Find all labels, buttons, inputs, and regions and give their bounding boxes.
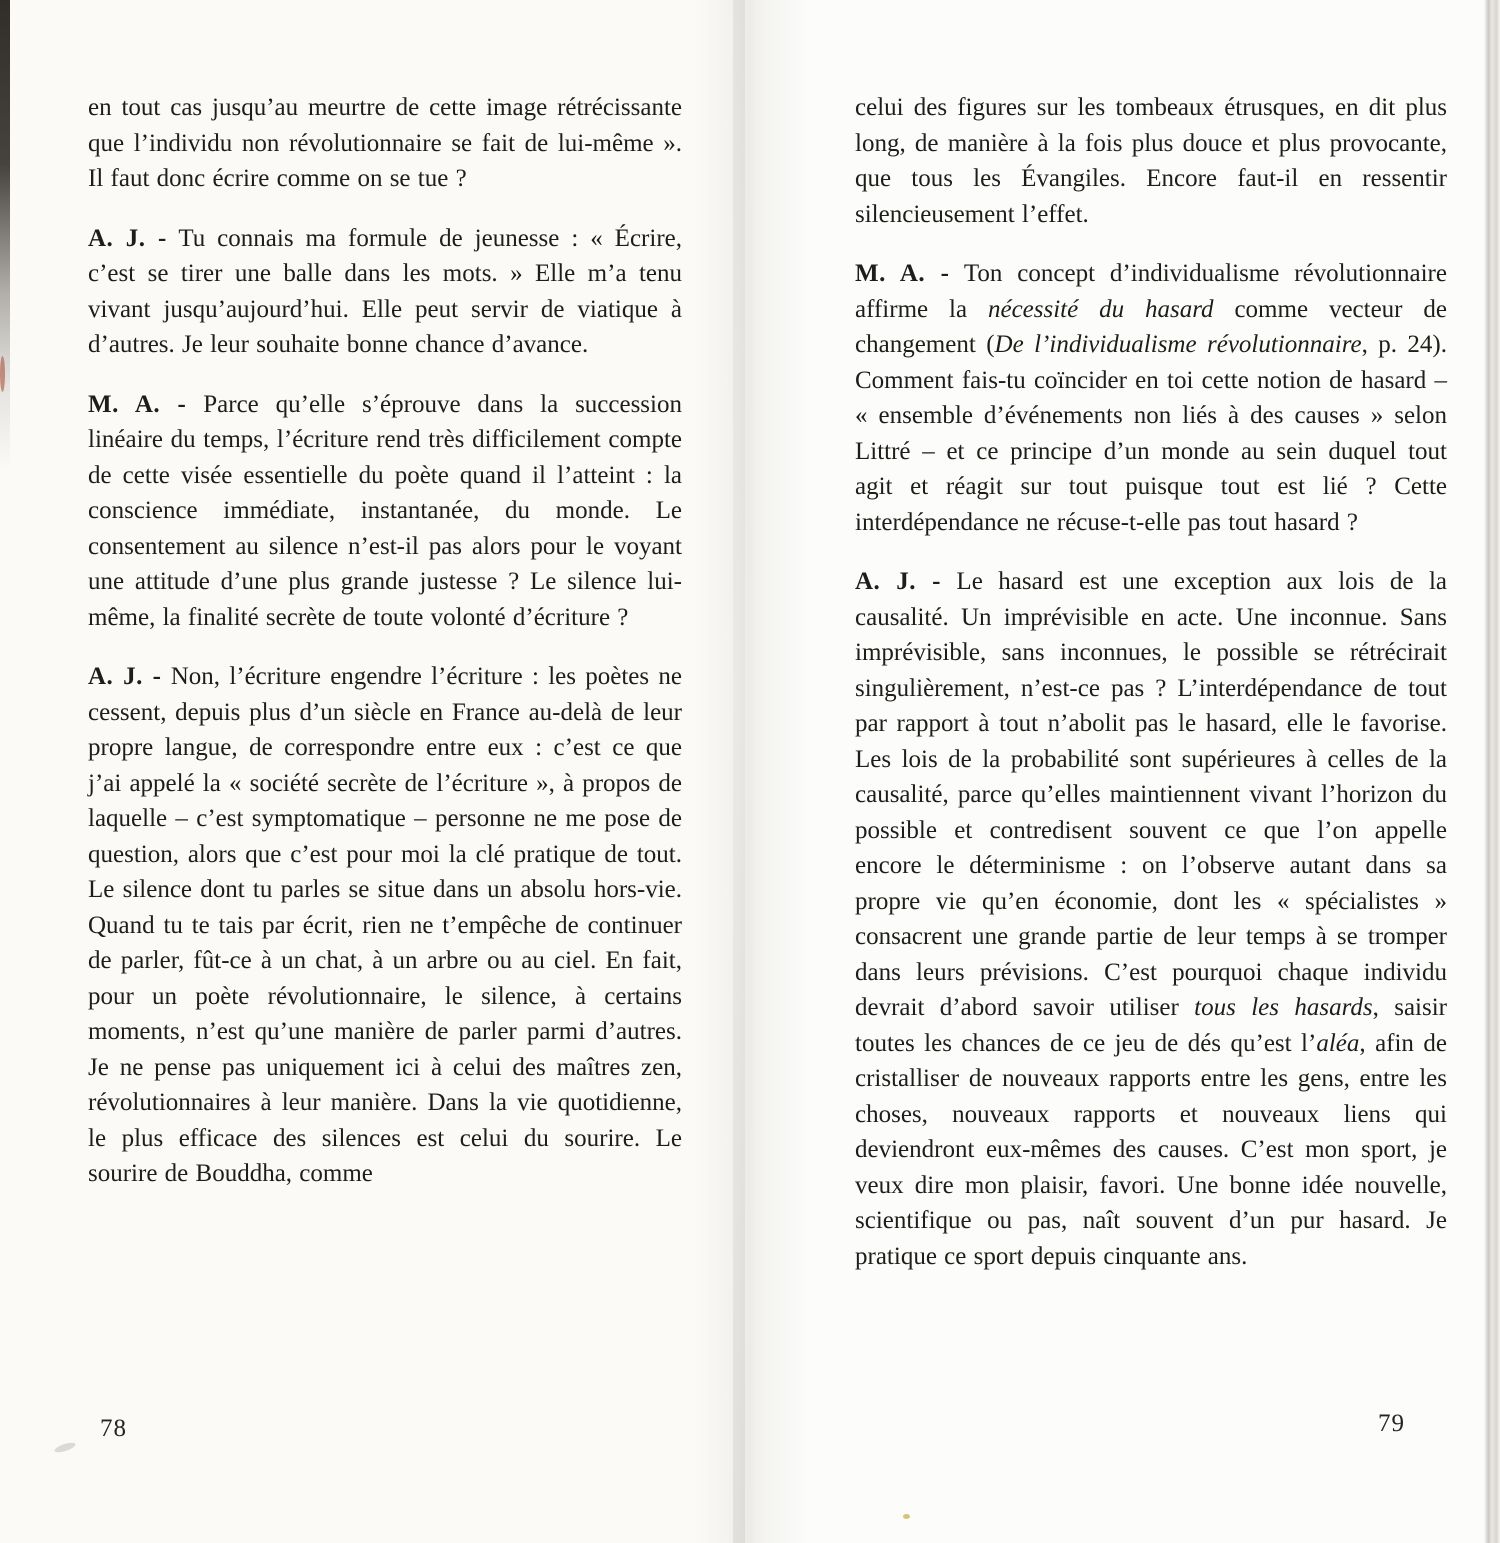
page-number-right: 79 [1378, 1410, 1405, 1437]
speaker-label: A. J. - [88, 224, 167, 252]
speaker-label: A. J. - [855, 568, 941, 595]
paragraph: celui des figures sur les tombeaux étrusques, en dit plus long, de manière à la fois plus douce et plus provocante, que tous les Évangiles. Encore faut-il en ressentir silencieusement l’effet. [855, 94, 1447, 228]
dialogue-paragraph: M. A. - Parce qu’elle s’éprouve dans la succession linéaire du temps, l’écriture rend très difficilement compte de cette visée essentielle du poète quand il l’atteint : la conscience immédiate, instantanée, du monde. Le consentement au silence n’est-il pas alors pour le voyant une attitude d’une plus grande justesse ? Le silence lui-même, la finalité secrète de toute volonté d’écriture ? [88, 390, 682, 631]
dialogue-paragraph: A. J. - Tu connais ma formule de jeunesse : « Écrire, c’est se tirer une balle dans les mots. » Elle m’a tenu vivant jusqu’aujourd’hui. Elle peut servir de viatique à d’autres. Je leur souhaite bonne chance d’avance. [88, 224, 682, 358]
paragraph: en tout cas jusqu’au meurtre de cette image rétrécissante que l’individu non révolutionnaire se fait de lui-même ». Il faut donc écrire comme on se tue ? [88, 94, 682, 192]
dialogue-paragraph: A. J. - Non, l’écriture engendre l’écriture : les poètes ne cessent, depuis plus d’un siècle en France au-delà de leur propre langue, de correspondre entre eux : c’est ce que j’ai appelé la « société secrète de l’écriture », à propos de laquelle – c’est symptomatique – personne ne me pose de question, alors que c’est pour moi la clé pratique de tout. Le silence dont tu parles se situe dans un absolu hors-vie. Quand tu te tais par écrit, rien ne t’empêche de continuer de parler, fût-ce à un chat, à un arbre ou au ciel. En fait, pour un poète révolutionnaire, le silence, à certains moments, n’est qu’une manière de parler parmi d’autres. Je ne pense pas uniquement ici à celui des maîtres zen, révolutionnaires à leur manière. Dans la vie quotidienne, le plus efficace des silences est celui du sourire. Le sourire de Bouddha, comme [88, 663, 682, 1187]
page-right [755, 0, 1500, 1543]
dialogue-paragraph: A. J. - Le hasard est une exception aux lois de la causalité. Un imprévisible en acte. Une inconnue. Sans imprévisible, sans inconnues, le possible se rétrécirait singulièrement, n’est-ce pas ? L’interdépendance de tout par rapport à tout n’abolit pas le hasard, elle le favorise. Les lois de la probabilité sont supérieures à celles de la causalité, parce qu’elles maintiennent vivant l’horizon du possible et contredisent souvent ce que l’on appelle encore le déterminisme : on l’observe autant dans sa propre vie qu’en économie, dont les « spécialistes » consacrent une grande partie de leur temps à se tromper dans leurs prévisions. C’est pourquoi chaque individu devrait d’abord savoir utiliser tous les hasards, saisir toutes les chances de ce jeu de dés qu’est l’aléa, afin de cristalliser de nouveaux rapports entre les gens, entre les choses, nouveaux rapports et nouveaux liens qui deviendront eux-mêmes des causes. C’est mon sport, je veux dire mon plaisir, favori. Une bonne idée nouvelle, scientifique ou pas, naît souvent d’un pur hasard. Je pratique ce sport depuis cinquante ans. [855, 568, 1447, 1270]
left-page-text-column [88, 90, 682, 1216]
dialogue-paragraph: M. A. - Ton concept d’individualisme révolutionnaire affirme la nécessité du hasard comme vecteur de changement (De l’individualisme révolutionnaire, p. 24). Comment fais-tu coïncider en toi cette notion de hasard – « ensemble d’événements non liés à des causes » selon Littré – et ce principe d’un monde au sein duquel tout agit et réagit sur tout puisque tout est lié ? Cette interdépendance ne récuse-t-elle pas tout hasard ? [855, 260, 1448, 536]
speaker-label: M. A. - [855, 260, 950, 287]
speaker-label: M. A. - [88, 390, 187, 418]
speaker-label: A. J. - [88, 663, 162, 690]
page-number-left: 78 [100, 1415, 127, 1442]
right-page-text-column [855, 90, 1447, 1298]
